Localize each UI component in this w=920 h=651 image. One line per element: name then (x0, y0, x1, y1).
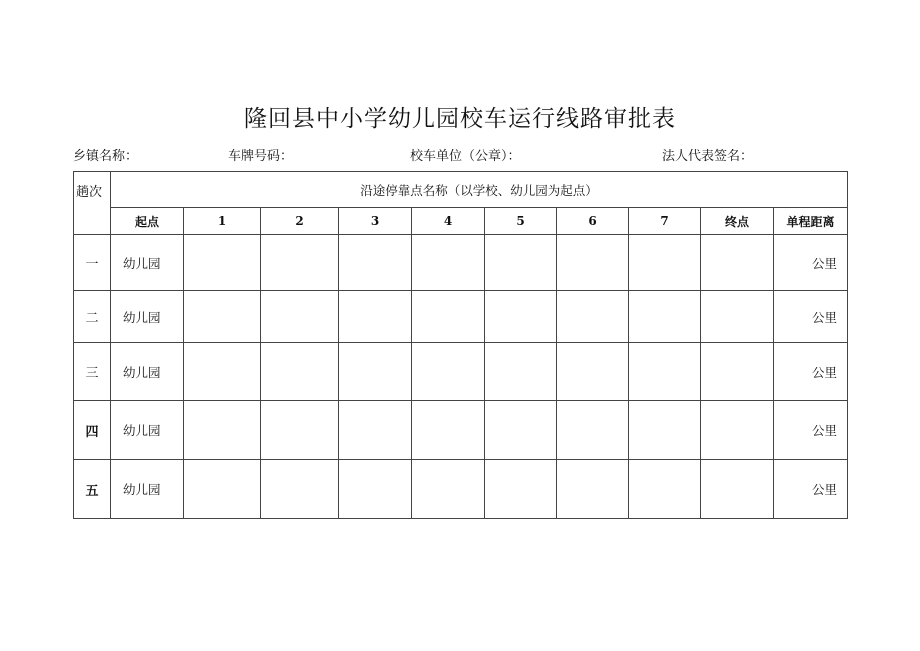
stop-cell[interactable] (629, 401, 701, 460)
stop-cell[interactable] (557, 401, 629, 460)
stop-cell[interactable] (701, 235, 774, 291)
table-row (74, 460, 848, 519)
distance-cell[interactable]: 公里 (774, 343, 848, 401)
column-header: 3 (339, 208, 412, 235)
column-header: 5 (485, 208, 557, 235)
stop-cell[interactable] (261, 401, 339, 460)
stop-cell[interactable] (412, 291, 485, 343)
stop-cell[interactable] (184, 343, 261, 401)
stop-cell[interactable] (701, 343, 774, 401)
stop-cell[interactable] (339, 460, 412, 519)
trip-cell: 三 (74, 343, 111, 401)
stop-cell[interactable] (485, 401, 557, 460)
unit-label: 校车单位（公章）： (410, 149, 521, 164)
table-row (74, 401, 848, 460)
stop-cell[interactable] (485, 460, 557, 519)
table-row (74, 235, 848, 291)
column-header: 起点 (111, 208, 184, 235)
stop-cell[interactable] (339, 401, 412, 460)
page-title: 隆回县中小学幼儿园校车运行线路审批表 (244, 106, 676, 132)
start-cell[interactable]: 幼儿园 (111, 291, 184, 343)
start-cell[interactable]: 幼儿园 (111, 343, 184, 401)
table-row (74, 343, 848, 401)
column-header: 7 (629, 208, 701, 235)
trip-header: 趟次 (74, 172, 111, 235)
stop-cell[interactable] (261, 291, 339, 343)
stop-cell[interactable] (261, 235, 339, 291)
column-header: 4 (412, 208, 485, 235)
stop-cell[interactable] (557, 291, 629, 343)
stop-cell[interactable] (557, 343, 629, 401)
stop-cell[interactable] (412, 401, 485, 460)
stop-cell[interactable] (261, 343, 339, 401)
plate-label: 车牌号码： (228, 149, 294, 164)
start-cell[interactable]: 幼儿园 (111, 401, 184, 460)
stop-cell[interactable] (701, 460, 774, 519)
distance-cell[interactable]: 公里 (774, 291, 848, 343)
column-header: 单程距离 (774, 208, 848, 235)
stop-cell[interactable] (701, 291, 774, 343)
town-label: 乡镇名称： (73, 149, 139, 164)
column-header: 2 (261, 208, 339, 235)
stop-cell[interactable] (339, 343, 412, 401)
column-header: 终点 (701, 208, 774, 235)
distance-cell[interactable]: 公里 (774, 235, 848, 291)
column-header: 6 (557, 208, 629, 235)
stop-cell[interactable] (629, 291, 701, 343)
trip-cell: 一 (74, 235, 111, 291)
route-table (73, 171, 848, 519)
stop-cell[interactable] (184, 235, 261, 291)
stop-cell[interactable] (339, 235, 412, 291)
stop-cell[interactable] (485, 235, 557, 291)
stop-cell[interactable] (485, 291, 557, 343)
stop-cell[interactable] (557, 460, 629, 519)
stop-cell[interactable] (184, 291, 261, 343)
stop-cell[interactable] (701, 401, 774, 460)
table-row (74, 291, 848, 343)
stop-cell[interactable] (184, 401, 261, 460)
trip-cell: 二 (74, 291, 111, 343)
stop-cell[interactable] (557, 235, 629, 291)
stop-cell[interactable] (184, 460, 261, 519)
stop-cell[interactable] (412, 235, 485, 291)
stop-cell[interactable] (261, 460, 339, 519)
signature-label: 法人代表签名： (662, 149, 754, 164)
stop-cell[interactable] (629, 343, 701, 401)
stop-cell[interactable] (339, 291, 412, 343)
column-header: 1 (184, 208, 261, 235)
trip-cell: 四 (74, 401, 111, 460)
stop-cell[interactable] (629, 460, 701, 519)
distance-cell[interactable]: 公里 (774, 401, 848, 460)
start-cell[interactable]: 幼儿园 (111, 460, 184, 519)
stop-cell[interactable] (629, 235, 701, 291)
trip-cell: 五 (74, 460, 111, 519)
stops-header: 沿途停靠点名称（以学校、幼儿园为起点） (111, 172, 848, 208)
stop-cell[interactable] (412, 460, 485, 519)
distance-cell[interactable]: 公里 (774, 460, 848, 519)
start-cell[interactable]: 幼儿园 (111, 235, 184, 291)
stop-cell[interactable] (485, 343, 557, 401)
stop-cell[interactable] (412, 343, 485, 401)
